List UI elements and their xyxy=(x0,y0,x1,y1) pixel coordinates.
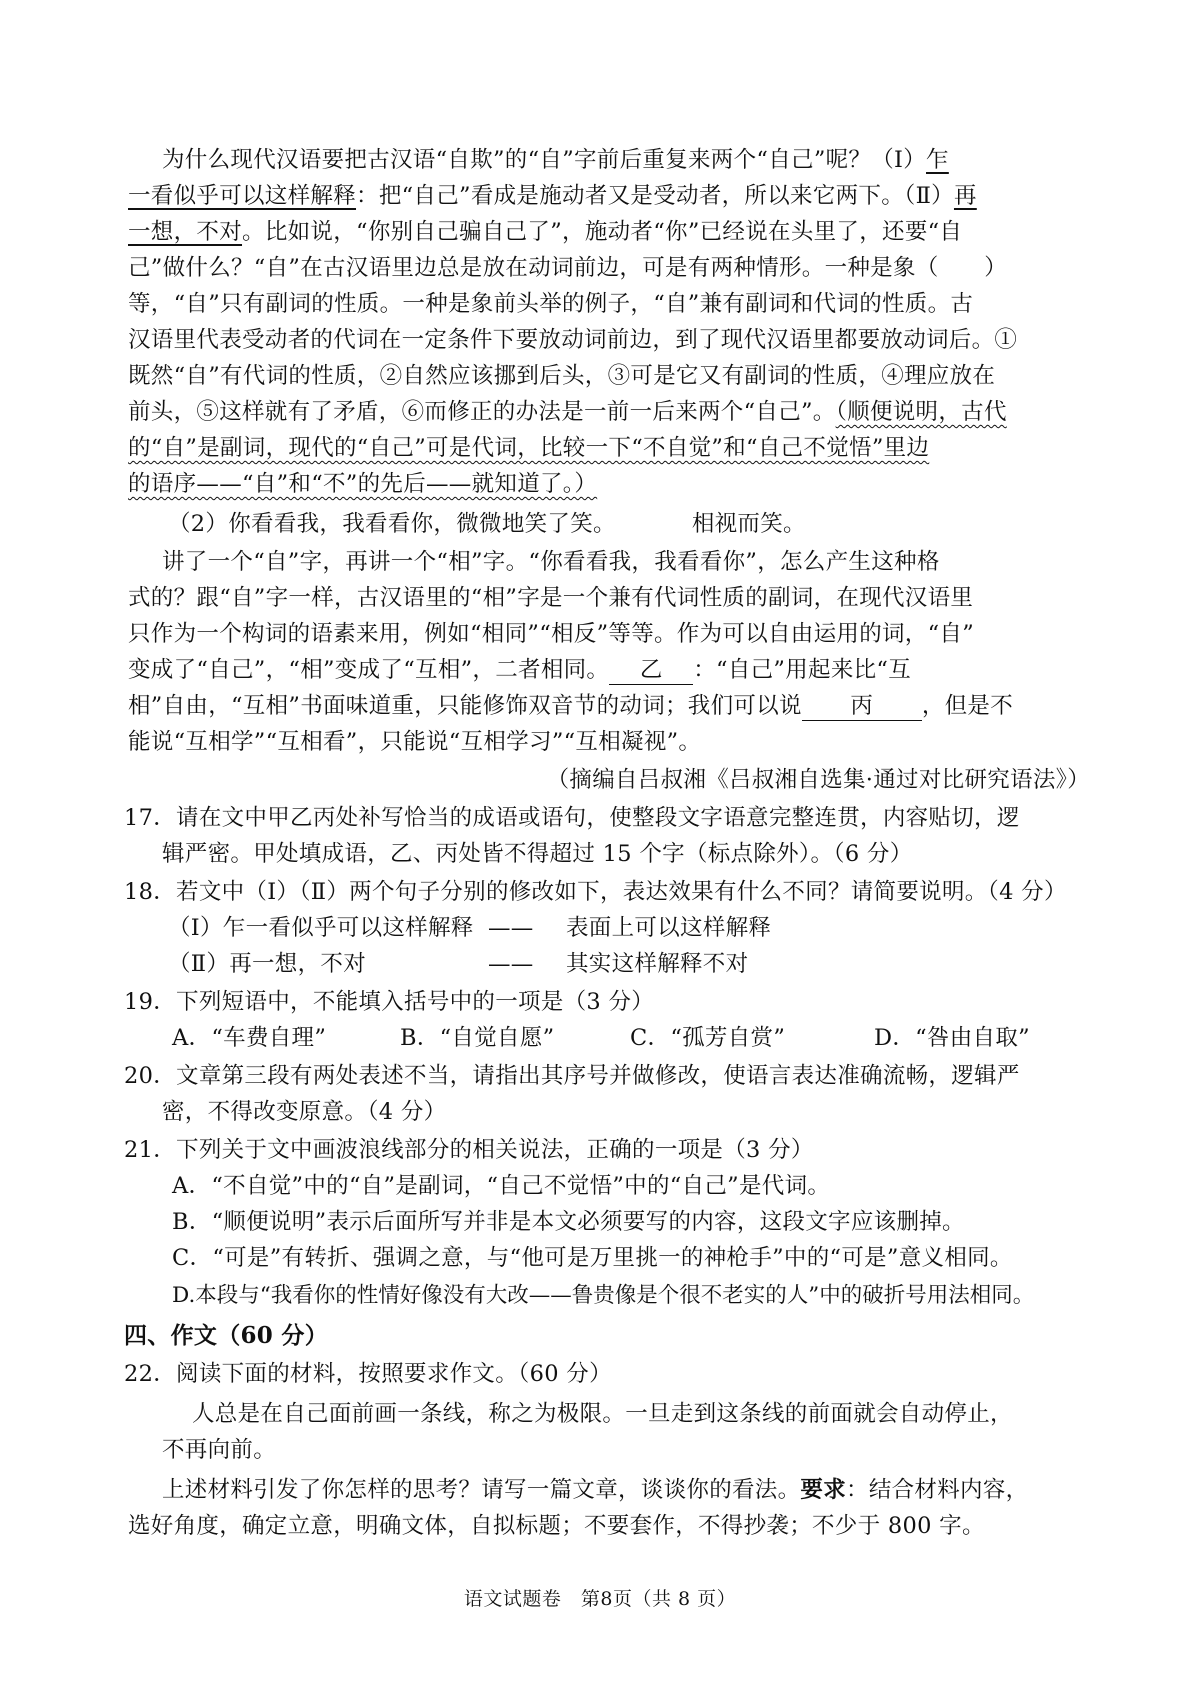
passage-line xyxy=(128,652,1088,688)
option-d: D．“咎由自取” xyxy=(874,1025,1030,1051)
question-21: 21．下列关于文中画波浪线部分的相关说法，正确的一项是（3 分） xyxy=(124,1137,814,1163)
passage-line: 式的？跟“自”字一样，古汉语里的“相”字是一个兼有代词性质的副词，在现代汉语里 xyxy=(128,585,974,611)
text: 为什么现代汉语要把古汉语“自欺”的“自”字前后重复来两个“自己”呢？（Ⅰ） xyxy=(162,147,927,173)
q21-option-c: C．“可是”有转折、强调之意，与“他可是万里挑一的神枪手”中的“可是”意义相同。 xyxy=(172,1245,1013,1271)
page-footer: 语文试题卷 第8页（共 8 页） xyxy=(463,1588,737,1610)
sentence-I-underlined: 一看似乎可以这样解释 xyxy=(128,183,357,209)
dash: —— xyxy=(488,951,534,977)
sentence-II-underlined: 再 xyxy=(953,183,977,209)
text: 。比如说，“你别自己骗自己了”，施动者“你”已经说在头里了，还要“自 xyxy=(242,219,963,245)
passage-line: 只作为一个构词的语素来用，例如“相同”“相反”等等。作为可以自由运用的词，“自” xyxy=(128,621,975,647)
q18-revision-2 xyxy=(168,946,1128,982)
passage-line: 既然“自”有代词的性质，②自然应该挪到后头，③可是它又有副词的性质，④理应放在 xyxy=(128,363,996,389)
section-4-heading: 四、作文（60 分） xyxy=(124,1322,329,1349)
wavy-underline-text: 的语序——“自”和“不”的先后——就知道了。） xyxy=(128,471,598,497)
question-18: 18．若文中（Ⅰ）（Ⅱ）两个句子分别的修改如下，表达效果有什么不同？请简要说明。（4 分） xyxy=(124,879,1067,905)
example-line xyxy=(168,506,1128,542)
q21-option-d: D.本段与“我看你的性情好像没有大改——鲁贵像是个很不老实的人”中的破折号用法相同。 xyxy=(172,1283,1035,1308)
passage-line xyxy=(128,466,1088,502)
text: 上述材料引发了你怎样的思考？请写一篇文章，谈谈你的看法。 xyxy=(162,1477,801,1503)
passage-line xyxy=(128,178,1088,214)
passage-line: 等，“自”只有副词的性质。一种是象前头举的例子，“自”兼有副词和代词的性质。古 xyxy=(128,291,974,317)
blank-yi: 乙 xyxy=(609,656,693,685)
text: 相”自由，“互相”书面味道重，只能修饰双音节的动词；我们可以说 xyxy=(128,693,802,719)
text: ：把“自己”看成是施动者又是受动者，所以来它两下。（Ⅱ） xyxy=(356,183,954,209)
passage-line: 汉语里代表受动者的代词在一定条件下要放动词前边，到了现代汉语里都要放动词后。① xyxy=(128,327,1018,353)
passage-line xyxy=(128,214,1088,250)
requirement-line xyxy=(162,1472,1122,1508)
passage-line: 己”做什么？“自”在古汉语里边总是放在动词前边，可是有两种情形。一种是象（ ） xyxy=(128,255,1008,281)
option-b: B．“自觉自愿” xyxy=(400,1025,555,1051)
passage-line xyxy=(162,142,1122,178)
requirement-label: 要求 xyxy=(800,1477,847,1503)
material-line: 人总是在自己面前画一条线，称之为极限。一旦走到这条线的前面就会自动停止， xyxy=(192,1401,1013,1427)
q21-option-b: B．“顺便说明”表示后面所写并非是本文必须要写的内容，这段文字应该删掉。 xyxy=(172,1209,965,1235)
question-17: 17．请在文中甲乙丙处补写恰当的成语或语句，使整段文字语意完整连贯，内容贴切，逻 xyxy=(124,805,1020,831)
revision-new: 表面上可以这样解释 xyxy=(566,915,772,941)
text: ：“自己”用起来比“互 xyxy=(693,657,912,683)
sentence-II-underlined: 一想，不对 xyxy=(128,219,243,245)
dash: —— xyxy=(488,915,534,941)
wavy-underline-text: （顺便说明，古代 xyxy=(835,399,1007,425)
q21-option-a: A．“不自觉”中的“自”是副词，“自己不觉悟”中的“自己”是代词。 xyxy=(172,1173,831,1199)
passage-line xyxy=(128,430,1088,466)
text: 变成了“自己”，“相”变成了“互相”，二者相同。 xyxy=(128,657,610,683)
text: ，但是不 xyxy=(921,693,1014,719)
blank-bing: 丙 xyxy=(802,692,922,721)
revision-new: 其实这样解释不对 xyxy=(566,951,749,977)
source-citation: （摘编自吕叔湘《吕叔湘自选集·通过对比研究语法》） xyxy=(546,767,1090,793)
text: ：结合材料内容， xyxy=(846,1477,1029,1503)
revision-original: （Ⅱ）再一想，不对 xyxy=(168,951,366,977)
passage-line xyxy=(128,394,1088,430)
q19-options xyxy=(172,1020,1132,1056)
q18-revision-1 xyxy=(168,910,1128,946)
requirement-line: 选好角度，确定立意，明确文体，自拟标题；不要套作，不得抄袭；不少于 800 字。 xyxy=(128,1513,985,1539)
question-19: 19．下列短语中，不能填入括号中的一项是（3 分） xyxy=(124,989,655,1015)
passage-line: 讲了一个“自”字，再讲一个“相”字。“你看看我，我看看你”，怎么产生这种格 xyxy=(162,549,940,575)
text: 前头，⑤这样就有了矛盾，⑥而修正的办法是一前一后来两个“自己”。 xyxy=(128,399,836,425)
passage-line: 能说“互相学”“互相看”，只能说“互相学习”“互相凝视”。 xyxy=(128,729,702,755)
question-17-cont: 辑严密。甲处填成语，乙、丙处皆不得超过 15 个字（标点除外）。（6 分） xyxy=(162,841,913,867)
revision-original: （Ⅰ）乍一看似乎可以这样解释 xyxy=(168,915,474,941)
option-c: C．“孤芳自赏” xyxy=(630,1025,786,1051)
passage-line xyxy=(128,688,1088,724)
material-line: 不再向前。 xyxy=(162,1437,277,1463)
wavy-underline-text: 的“自”是副词，现代的“自己”可是代词，比较一下“不自觉”和“自己不觉悟”里边 xyxy=(128,435,930,461)
question-22: 22．阅读下面的材料，按照要求作文。（60 分） xyxy=(124,1361,612,1387)
question-20: 20．文章第三段有两处表述不当，请指出其序号并做修改，使语言表达准确流畅，逻辑严 xyxy=(124,1063,1020,1089)
option-a: A．“车费自理” xyxy=(172,1025,327,1051)
sentence-I-underlined: 乍 xyxy=(926,147,949,173)
question-20-cont: 密，不得改变原意。（4 分） xyxy=(162,1099,447,1125)
example-right: 相视而笑。 xyxy=(691,511,806,537)
example-left: （2）你看看我，我看看你，微微地笑了笑。 xyxy=(168,511,616,537)
